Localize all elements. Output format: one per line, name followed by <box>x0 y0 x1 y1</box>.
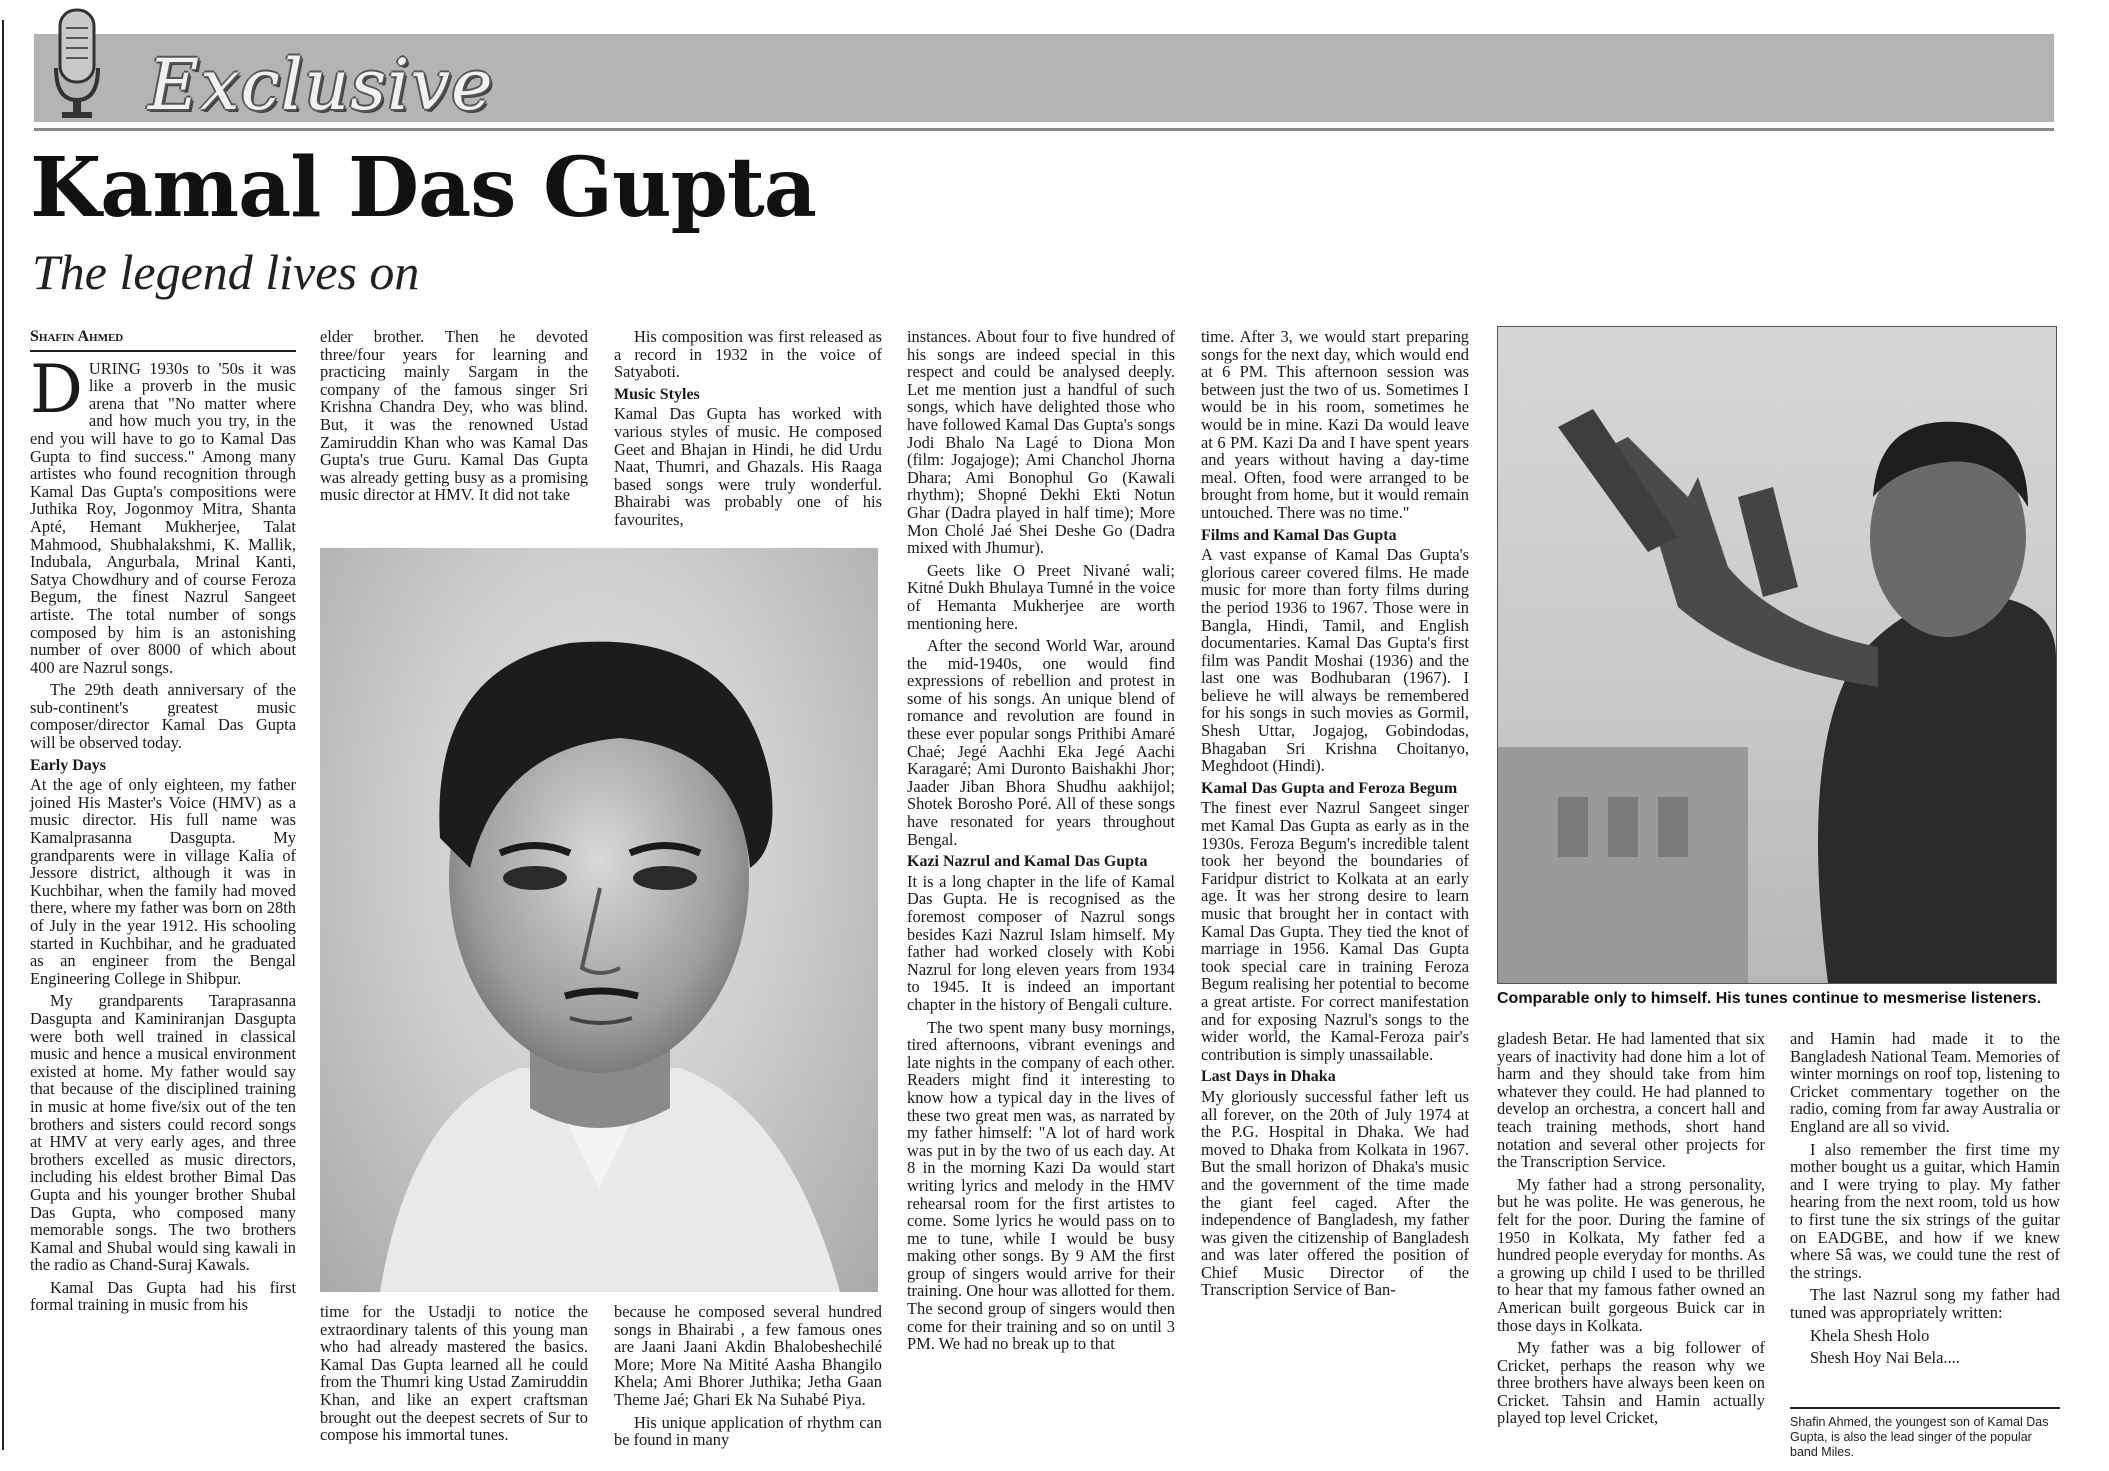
page-edge-rule <box>2 20 4 1450</box>
banner-title: Exclusive <box>148 44 494 126</box>
paragraph: I also remember the first time my mother bought us a guitar, which Hamin and I were trying to play. My father hearing from the next room, told us how to first tune the six strings of the guitar on EADGBE, and how if we knew where Sâ was, we could tune the rest of the strings. <box>1790 1139 2060 1282</box>
paragraph: The finest ever Nazrul Sangeet singer met Kamal Das Gupta as early as in the 1930s. Feroza Begum's incredible talent took her beyond the boundaries of Faridpur district to Kolkata at an early age. It was her strong desire to learn music that brought her in contact with Kamal Das Gupta. They tied the knot of marriage in 1956. Kamal Das Gupta took special care in training Feroza Begum realising her potential to become a great artiste. For correct manifestation and for exposing Nazrul's songs to the wider world, the Kamal-Feroza pair's contribution is simply unassailable. <box>1201 798 1469 1064</box>
lyric-line: Shesh Hoy Nai Bela.... <box>1810 1348 1960 1368</box>
column-5 <box>1201 328 1469 1304</box>
intro-paragraph: DURING 1930s to '50s it was like a proverb in the music arena that "No matter where and how much you try, in the end you will have to go to Kamal Das Gupta to find success." Among many artistes who found recognition through Kamal Das Gupta's compositions were Juthika Roy, Jogonmoy Mitra, Shanta Apté, Hemant Mukherjee, Talat Mahmood, Shubhalakshmi, K. Mallik, Indubala, Angurbala, Mrinal Kanti, Satya Chowdhury and of course Feroza Begum, the finest Nazrul Sangeet artiste. The total number of songs composed by him is an astonishing number of over 8000 of which about 400 are Nazrul songs. <box>30 350 296 677</box>
paragraph: time. After 3, we would start preparing songs for the next day, which would end at 6 PM. This afternoon session was between just the two of us. Sometimes I would be in his room, sometimes he would be in mine. Kazi Da would leave at 6 PM. Kazi Da and I have spent years and years without having a day-time meal. Often, food were arranged to be brought from home, but it would remain untouched. There was no time." <box>1201 327 1469 522</box>
conducting-photo <box>1497 326 2057 984</box>
column-1 <box>30 328 296 1319</box>
column-4 <box>907 328 1175 1358</box>
paragraph: My father had a strong personality, but he was polite. He was generous, he felt for the poor. During the famine of 1950 in Kolkata, My father fed a hundred people everyday for months. As a growing up child I used to be thrilled to hear that my famous father owned an American built gorgeous Buick car in those days in Kolkata. <box>1497 1174 1765 1335</box>
column-7 <box>1790 1030 2060 1372</box>
section-heading-films: Films and Kamal Das Gupta <box>1201 526 1397 544</box>
author-caption: Shafin Ahmed, the youngest son of Kamal Das Gupta, is also the lead singer of the popular band Miles. <box>1790 1415 2049 1459</box>
photo-caption: Comparable only to himself. His tunes continue to mesmerise listeners. <box>1497 990 2042 1007</box>
paragraph: gladesh Betar. He had lamented that six years of inactivity had done him a lot of harm and they should take from him whatever they could. He had planned to develop an orchestra, a concert hall and teach training methods, short hand notation and several other projects for the Transcription Service. <box>1497 1029 1765 1172</box>
column-3-bottom <box>614 1303 882 1454</box>
lyric-line: Khela Shesh Holo <box>1810 1325 1930 1345</box>
column-3-top <box>614 328 882 534</box>
portrait-photo <box>320 548 878 1292</box>
portrait-illustration <box>320 548 878 1292</box>
paragraph: My gloriously successful father left us all forever, on the 20th of July 1974 at the P.G. Hospital in Dhaka. We had moved to Dhaka from Kolkata in 1967. But the small horizon of Dhaka's music and the government of the time made the giant feel caged. After the independence of Bangladesh, my father was given the citizenship of Bangladesh and was later offered the position of Chief Music Director of the Transcription Service of Ban- <box>1201 1086 1469 1300</box>
microphone-icon <box>52 8 102 120</box>
paragraph: My father was a big follower of Cricket, perhaps the reason why we three brothers have always been keen on Cricket. Tahsin and Hamin actually played top level Cricket, <box>1497 1338 1765 1428</box>
paragraph: A vast expanse of Kamal Das Gupta's glorious career covered films. He made music for more than forty films during the period 1936 to 1967. Those were in Bangla, Hindi, Tamil, and English documentaries. Kamal Das Gupta's first film was Pandit Moshai (1936) and the last one was Bodhubaran (1967). I believe he will always be remembered for his songs in such movies as Gormil, Shesh Uttar, Jogajog, Gobindodas, Bhagaban Sri Krishna Choitanyo, Meghdoot (Hindi). <box>1201 545 1469 776</box>
paragraph: Kamal Das Gupta has worked with various styles of music. He composed Geet and Bhajan in Hindi, he did Urdu Naat, Thumri, and Ghazals. His Raaga based songs were truly wonderful. Bhairabi was probably one of his favourites, <box>614 404 882 529</box>
section-heading-kazi-nazrul: Kazi Nazrul and Kamal Das Gupta <box>907 853 1148 871</box>
paragraph: The last Nazrul song my father had tuned was appropriately written: <box>1790 1285 2060 1322</box>
paragraph: The 29th death anniversary of the sub-continent's greatest music composer/director Kamal Das Gupta will be observed today. <box>30 680 296 753</box>
column-2-top <box>320 328 588 509</box>
caption-divider <box>1790 1407 2060 1409</box>
paragraph: His unique application of rhythm can be found in many <box>614 1412 882 1450</box>
column-6 <box>1497 1030 1765 1432</box>
paragraph: Geets like O Preet Nivané wali; Kitné Dukh Bhulaya Tumné in the voice of Hemanta Mukherjee are worth mentioning here. <box>907 560 1175 633</box>
paragraph: At the age of only eighteen, my father joined His Master's Voice (HMV) as a music director. His full name was Kamalprasanna Dasgupta. My grandparents were in village Kalia of Jessore district, although it was in Kuchbihar, when the family had moved there, where my father was born on 28th of July in the year 1912. His schooling started in Kuchbihar, and he graduated as an engineer from the Bengal Engineering College in Shibpur. <box>30 775 296 988</box>
paragraph: because he composed several hundred songs in Bhairabi , a few famous ones are Jaani Jaani Akdin Bhalobeshechilé More; More Na Mitité Aasha Bhangilo Khela; Ami Bhorer Juthika; Jetha Gaan Theme Jaé; Ghari Ek Na Suhabé Piya. <box>614 1302 882 1409</box>
paragraph: The two spent many busy mornings, tired afternoons, vibrant evenings and late nights in the company of each other. Readers might find it interesting to know how a typical day in the lives of these two great men was, as narrated by my father himself: "A lot of hard work was put in by the two of us each day. At 8 in the morning Kazi Da would start writing lyrics and melody in the HMV rehearsal room for the first artistes to come. Some lyrics he would pass on to me to tune, while I would be busy making other songs. By 9 AM the first group of singers would arrive for their training. One hour was allotted for them. The second group of singers would then come for their training and so on until 3 PM. We had no break up to that <box>907 1017 1175 1354</box>
paragraph: After the second World War, around the mid-1940s, one would find expressions of rebellion and protest in some of his songs. An unique blend of romance and revolution are found in these ever popular songs Prithibi Amaré Chaé; Jegé Aachhi Eka Jegé Aachi Karagaré; Ami Duronto Baishakhi Jhor; Jaader Jiban Bhora Shudhu aakhijol; Shotek Borosho Poré. All of these songs have resonated for years throughout Bengal. <box>907 636 1175 849</box>
conducting-illustration <box>1498 327 2056 983</box>
section-heading-feroza-begum: Kamal Das Gupta and Feroza Begum <box>1201 779 1458 797</box>
paragraph: elder brother. Then he devoted three/four years for learning and practicing mainly Sargam in the company of the famous singer Sri Krishna Chandra Dey, who was blind. But, it was the renowned Ustad Zamiruddin Khan who was Kamal Das Gupta's true Guru. Kamal Das Gupta was already getting busy as a promising music director at HMV. It did not take <box>320 327 588 505</box>
banner-underline <box>34 128 2054 131</box>
paragraph: His composition was first released as a record in 1932 in the voice of Satyaboti. <box>614 327 882 382</box>
headline: Kamal Das Gupta <box>30 140 816 236</box>
paragraph: Kamal Das Gupta had his first formal training in music from his <box>30 1277 296 1315</box>
paragraph: and Hamin had made it to the Bangladesh National Team. Memories of winter mornings on roof top, listening to Cricket commentary together on the radio, coming from far away Australia or England are all so vivid. <box>1790 1029 2060 1136</box>
section-heading-music-styles: Music Styles <box>614 385 700 403</box>
paragraph: It is a long chapter in the life of Kamal Das Gupta. He is recognised as the foremost composer of Nazrul songs besides Kazi Nazrul Islam himself. My father had worked closely with Kobi Nazrul for long eleven years from 1934 to 1945. It is indeed an important chapter in the history of Bengali culture. <box>907 871 1175 1014</box>
paragraph: instances. About four to five hundred of his songs are indeed special in this respect and could be analysed deeply. Let me mention just a handful of such songs, which have delighted those who have followed Kamal Das Gupta's songs Jodi Bhalo Na Lagé to Diona Mon (film: Jogajoge); Ami Chanchol Jhorna Dhara; Ami Bonophul Go (Kawali rhythm); Shopné Dekhi Ekti Notun Ghar (Dadra played in half time); More Mon Cholé Jaé Shei Deshe Go (Dadra mixed with Jhumur). <box>907 327 1175 558</box>
section-heading-early-days: Early Days <box>30 756 106 774</box>
drop-cap: D <box>30 350 83 428</box>
paragraph: time for the Ustadji to notice the extraordinary talents of this young man who had already mastered the basics. Kamal Das Gupta learned all he could from the Thumri king Ustad Zamiruddin Khan, and like an expert craftsman brought out the deepest secrets of Sur to compose his immortal tunes. <box>320 1302 588 1445</box>
subheadline: The legend lives on <box>32 244 420 300</box>
column-2-bottom <box>320 1303 588 1449</box>
byline: Shafin Ahmed <box>30 328 296 352</box>
section-heading-last-days: Last Days in Dhaka <box>1201 1068 1336 1086</box>
paragraph: My grandparents Taraprasanna Dasgupta and Kaminiranjan Dasgupta were both well trained in classical music and hence a musical environment existed at home. My father would say that because of the disciplined training in music at home five/six out of the ten brothers and sisters could record songs at HMV at very early ages, and three brothers excelled as music directors, including his eldest brother Bimal Das Gupta and his younger brother Shubal Das Gupta, who composed many memorable songs. The two brothers Kamal and Shubal would sing kawali in the radio as Chand-Suraj Kawals. <box>30 991 296 1275</box>
